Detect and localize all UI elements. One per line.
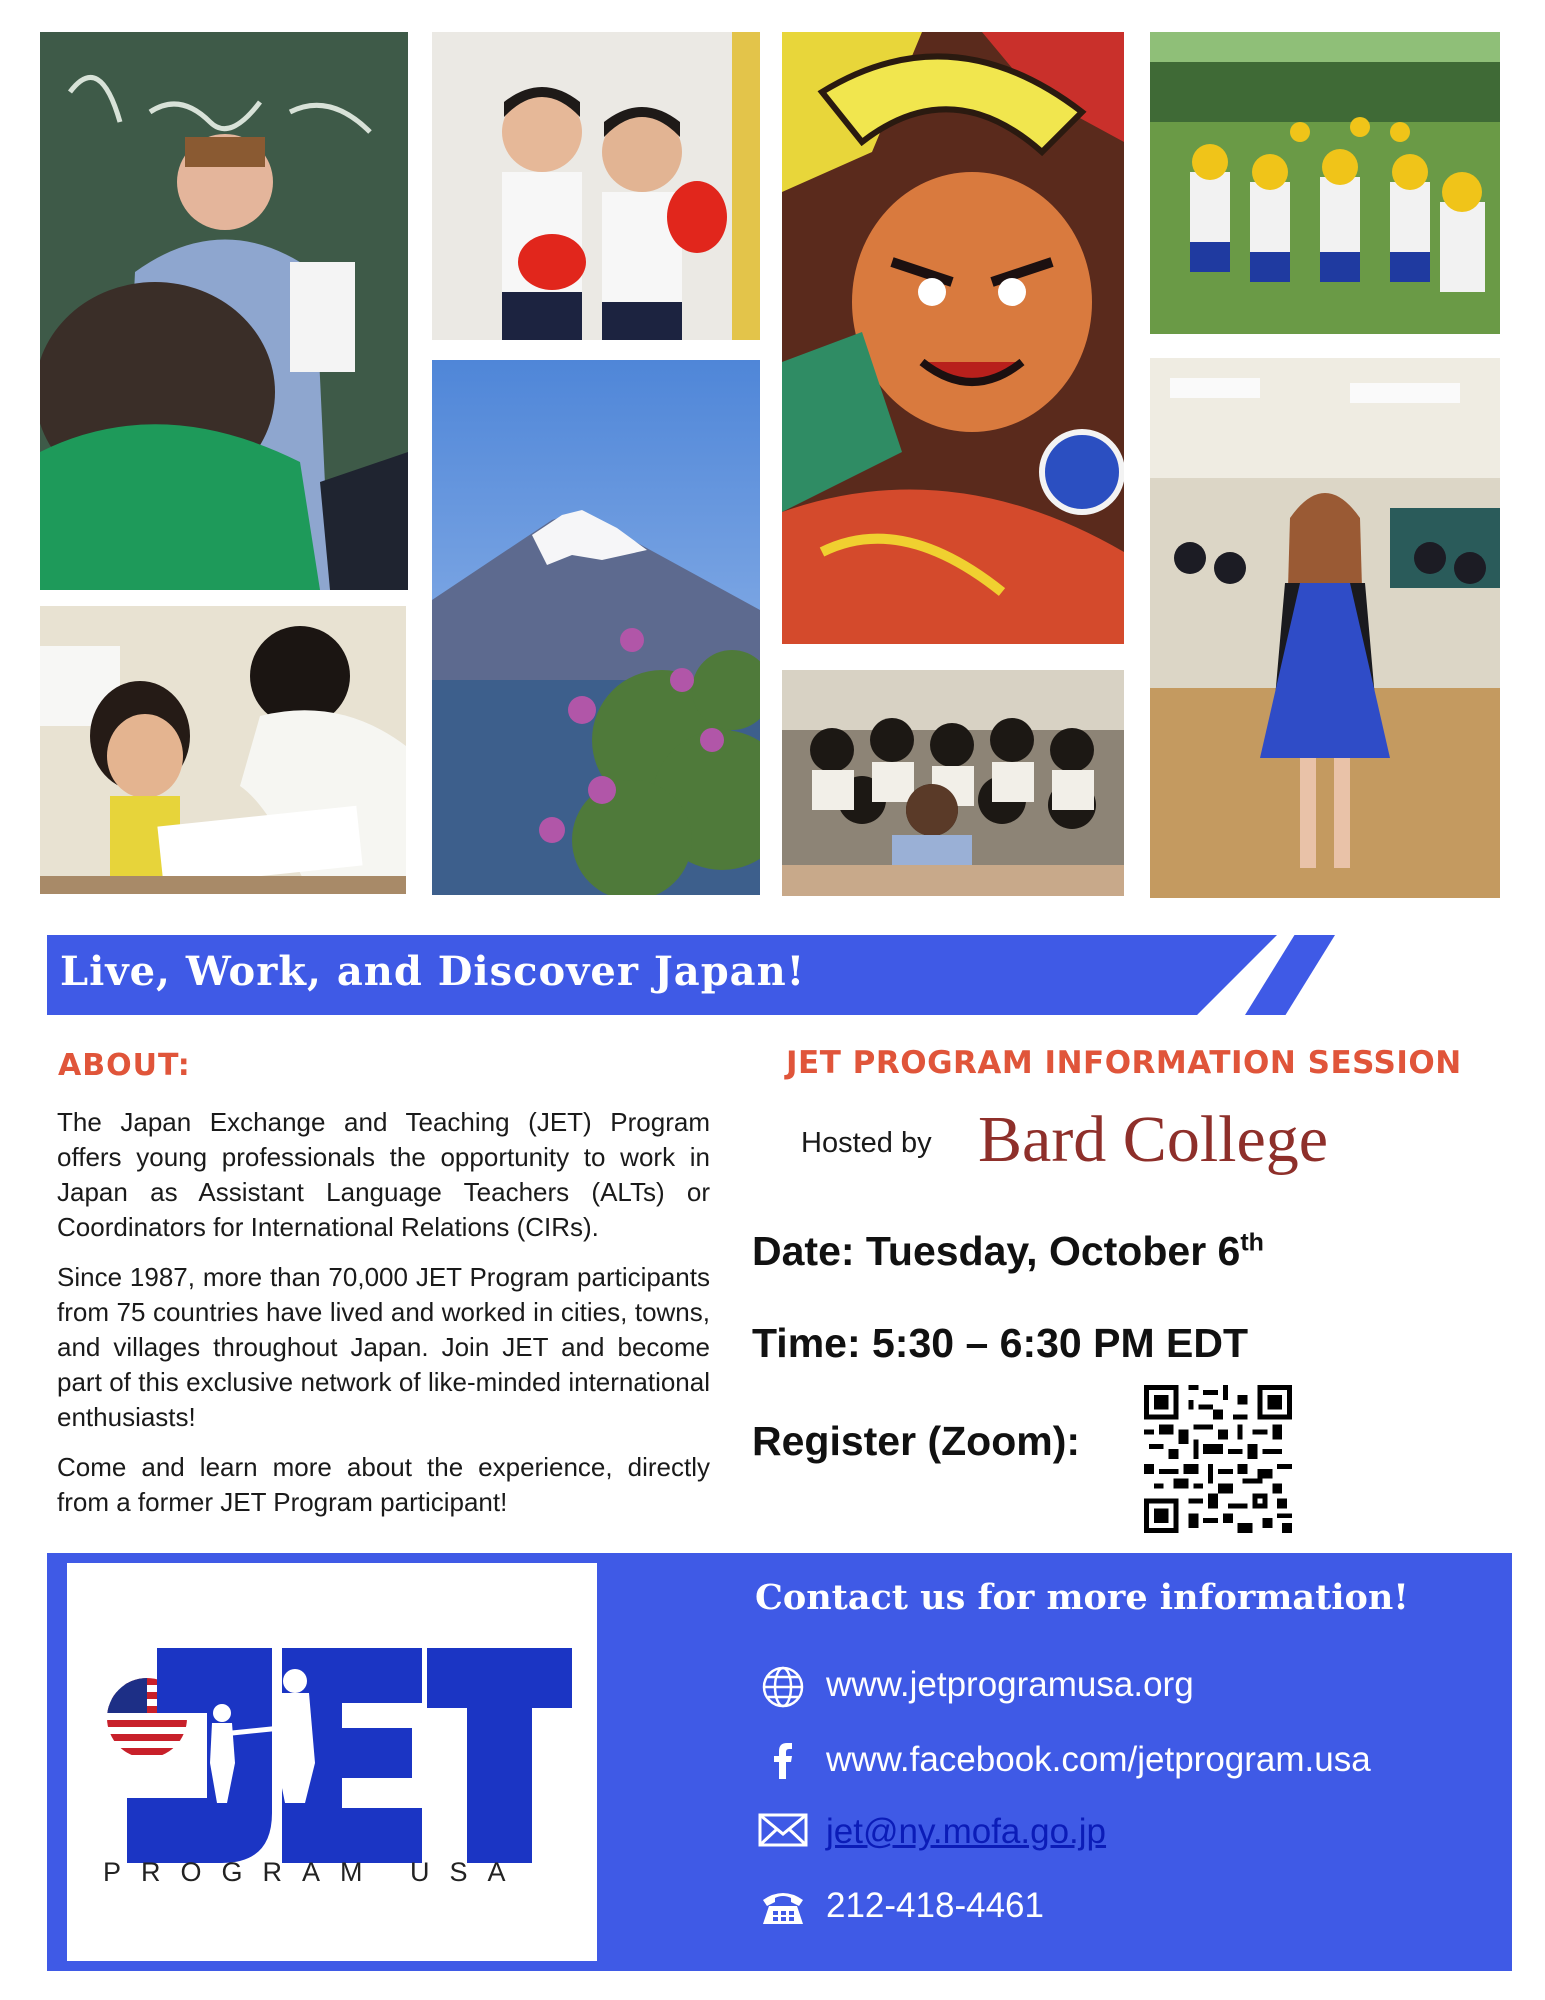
session-date-suffix: th xyxy=(1240,1228,1264,1257)
globe-icon xyxy=(757,1663,809,1711)
photo-kids-peace-sign xyxy=(432,32,760,340)
qr-code[interactable] xyxy=(1143,1385,1293,1533)
photo-nebuta-festival xyxy=(782,32,1124,644)
about-paragraph-3: Come and learn more about the experience, directly from a former JET Program participant! xyxy=(57,1452,710,1517)
photo-classroom-desk xyxy=(40,606,406,894)
about-text xyxy=(57,1105,710,1535)
envelope-icon xyxy=(757,1806,809,1854)
jet-logo xyxy=(67,1563,597,1961)
banner-title: Live, Work, and Discover Japan! xyxy=(60,948,806,995)
college-name: Bard College xyxy=(978,1103,1329,1176)
photo-mount-fuji xyxy=(432,360,760,895)
telephone-icon xyxy=(757,1882,809,1930)
facebook-icon xyxy=(757,1735,809,1783)
hosted-by-label: Hosted by xyxy=(801,1127,932,1159)
jet-logo-subtitle: PROGRAM USA xyxy=(103,1857,526,1887)
photo-students-group xyxy=(782,670,1124,896)
session-date xyxy=(752,1228,1264,1275)
email-link[interactable]: jet@ny.mofa.go.jp xyxy=(826,1812,1107,1851)
facebook-link[interactable]: www.facebook.com/jetprogram.usa xyxy=(826,1740,1371,1779)
about-heading: ABOUT: xyxy=(58,1048,191,1083)
about-paragraph-1: The Japan Exchange and Teaching (JET) Program offers young professionals the opportunity to work in Japan as Assistant Language Teachers (ALTs) or Coordinators for International Relations (CIRs). xyxy=(57,1107,710,1242)
photo-teacher-classroom xyxy=(40,32,408,590)
register-label: Register (Zoom): xyxy=(752,1418,1080,1464)
website-link[interactable]: www.jetprogramusa.org xyxy=(826,1665,1194,1704)
session-title: JET PROGRAM INFORMATION SESSION xyxy=(786,1045,1462,1081)
session-time: Time: 5:30 – 6:30 PM EDT xyxy=(752,1320,1248,1366)
about-paragraph-2: Since 1987, more than 70,000 JET Program participants from 75 countries have lived and worked in cities, towns, and villages throughout Japan. Join JET and become part of this exclusive network of like-minded international enthusiasts! xyxy=(57,1262,710,1432)
contact-heading: Contact us for more information! xyxy=(755,1577,1409,1618)
phone-number[interactable]: 212-418-4461 xyxy=(826,1886,1044,1925)
session-date-text: Date: Tuesday, October 6 xyxy=(752,1228,1241,1274)
photo-kids-yellow-hats xyxy=(1150,32,1500,334)
photo-teacher-blue-dress xyxy=(1150,358,1500,898)
